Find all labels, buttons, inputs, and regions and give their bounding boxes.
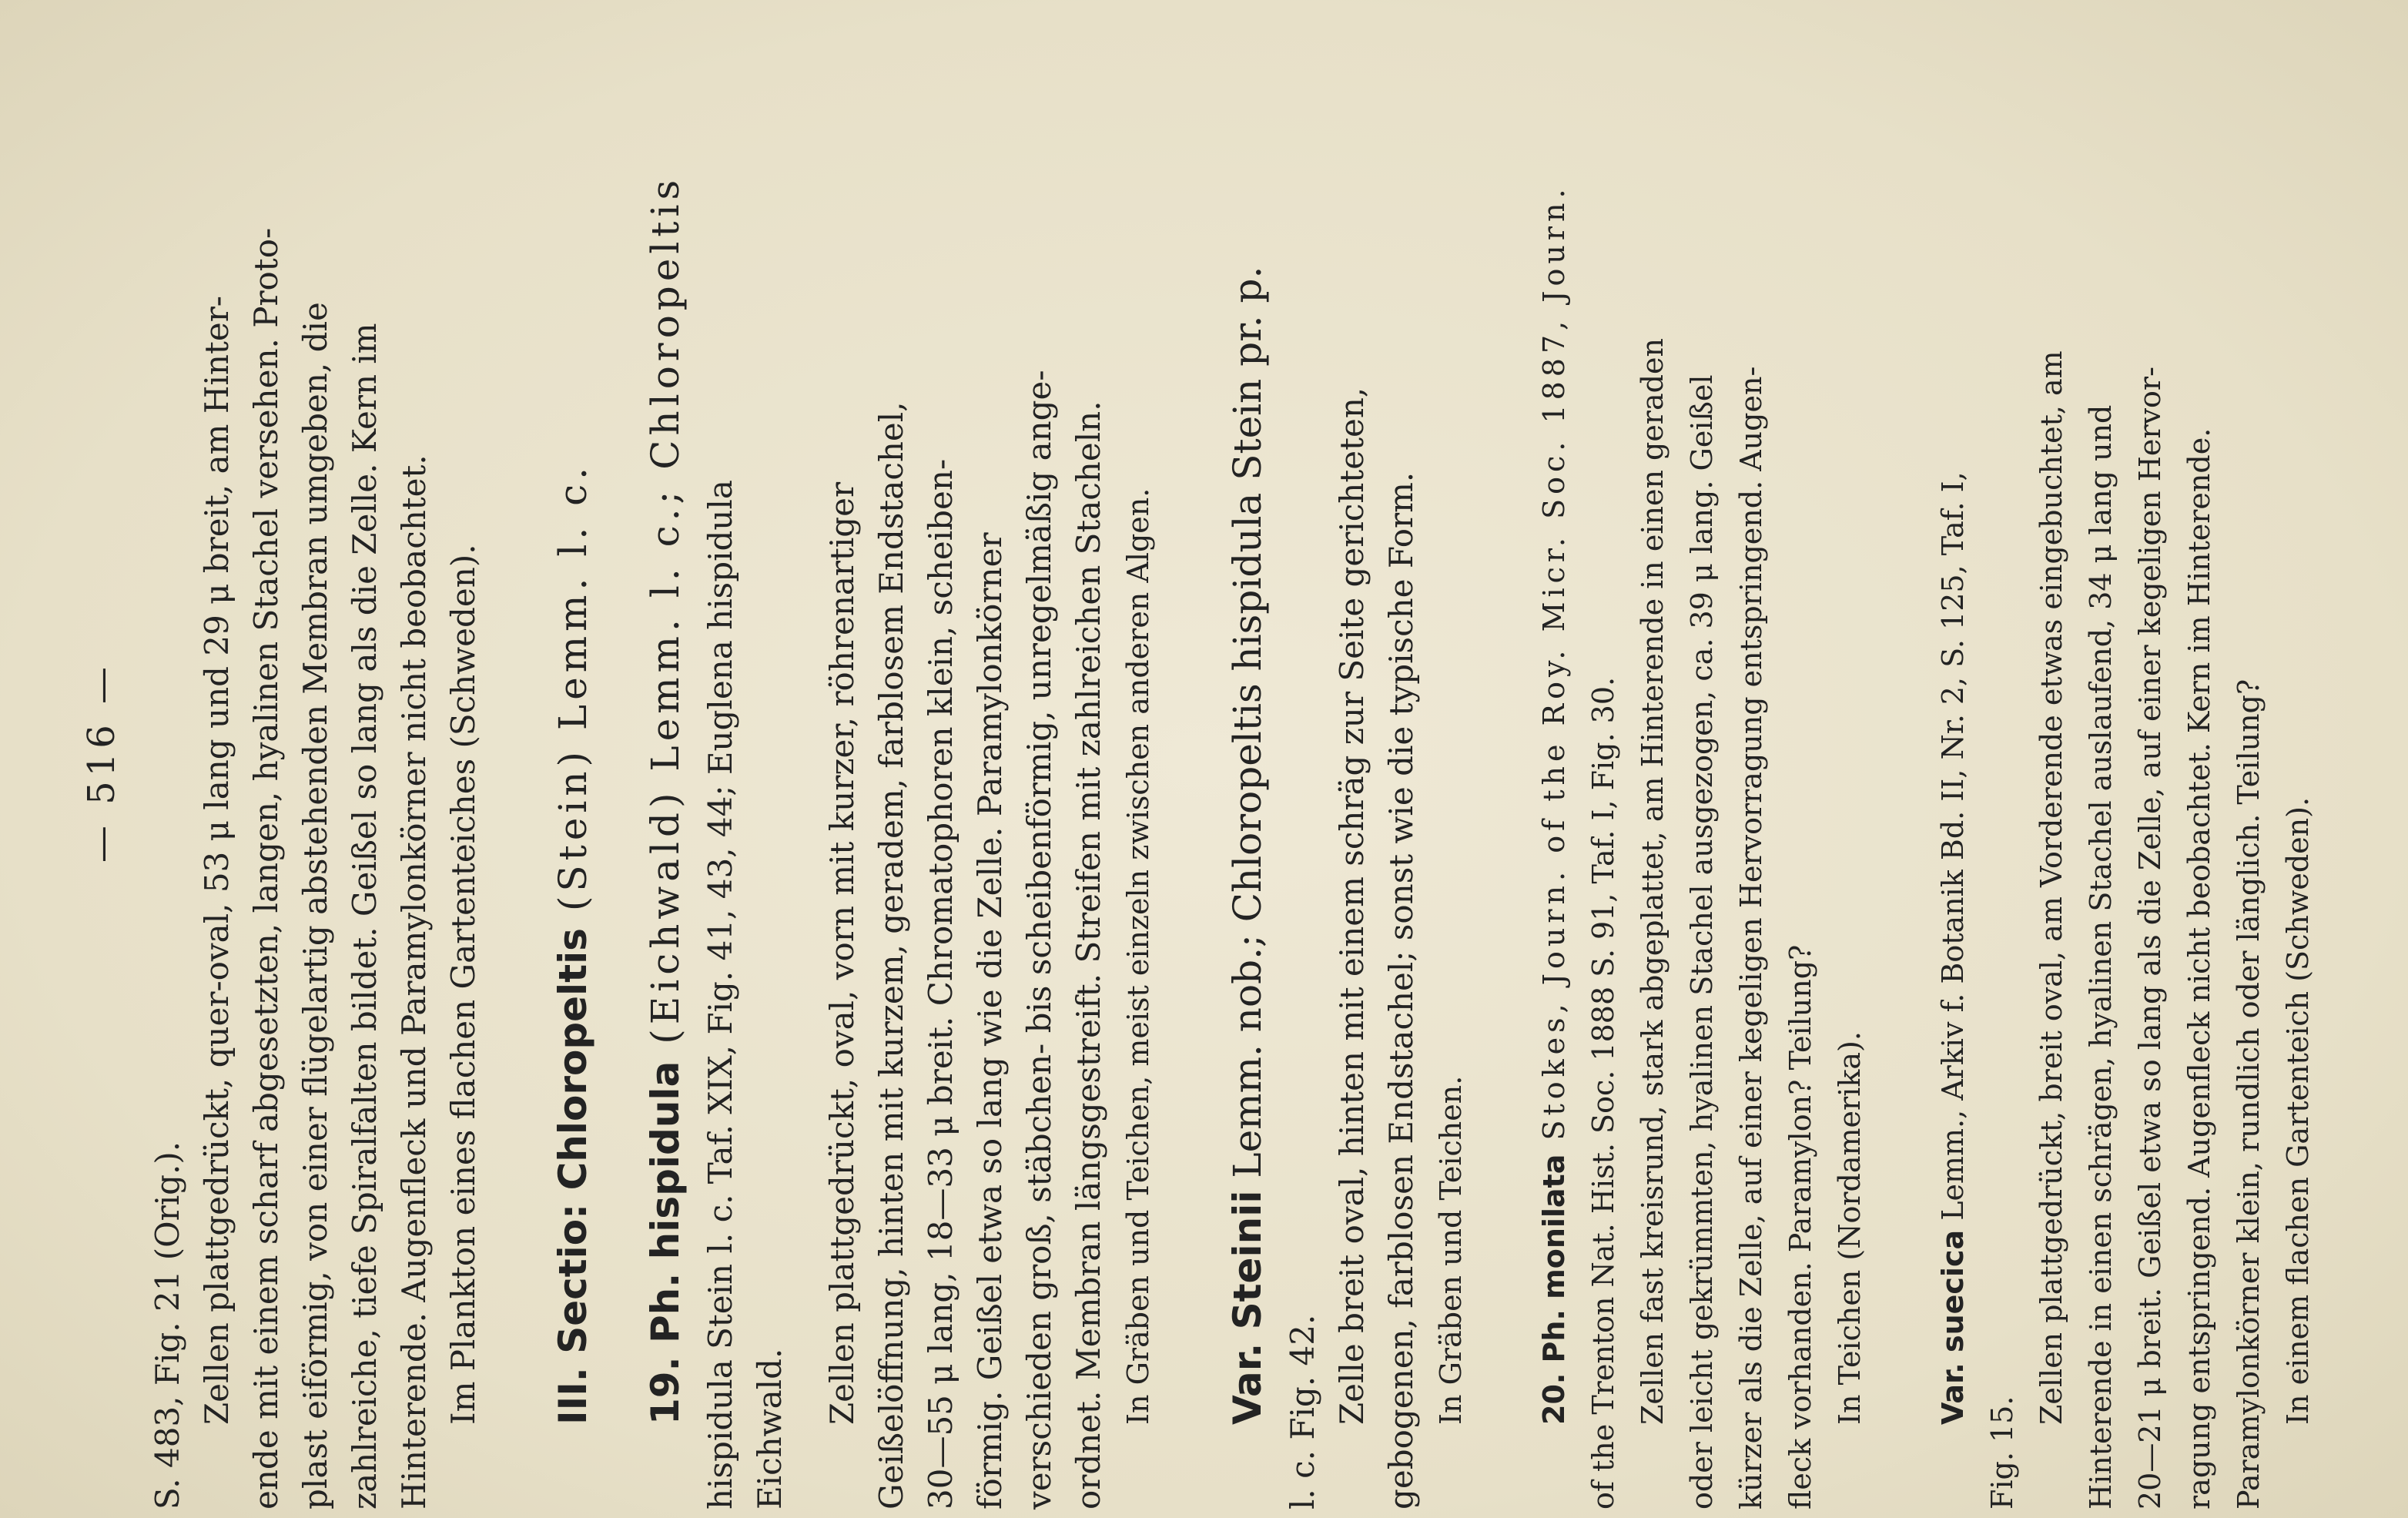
entry-20-heading (1529, 8, 1579, 1510)
variety-suecica-citation: Lemm., Arkiv f. Botanik Bd. II, Nr. 2, S. 125, Taf. I, (1936, 471, 1970, 1230)
text-line: Paramylonkörner klein, rundlich oder länglich. Teilung? (2232, 679, 2266, 1510)
rotated-text-block (77, 8, 2315, 1510)
text-line: ende mit einem scharf abgesetzten, langen, hyalinen Stachel versehen. Proto- (247, 227, 285, 1510)
entry-19-heading (635, 8, 696, 1510)
entry-20-citation: Stokes, Journ. of the Roy. Micr. Soc. 1887, Journ. (1537, 184, 1571, 1154)
text-line: plast eiförmig, von einer flügelartig abstehenden Membran umgeben, die (296, 302, 334, 1510)
text-line: In Gräben und Teichen. (1434, 1075, 1468, 1425)
text-line: Eichwald. (751, 1348, 789, 1510)
entry-20-name: 20. Ph. monilata (1537, 1154, 1571, 1425)
section-heading-rest: (Stein) Lemm. l. c. (551, 462, 595, 928)
text-line: Im Plankton eines flachen Gartenteiches (Schweden). (444, 544, 482, 1425)
text-line: 20—21 μ breit. Geißel etwa so lang als die Zelle, auf einer kegeligen Hervor- (2133, 367, 2167, 1510)
text-line: Fig. 15. (1985, 1396, 2019, 1510)
text-line: zahlreiche, tiefe Spiralfalten bildet. Geißel so lang als die Zelle. Kern im (346, 323, 383, 1510)
variety-suecica-heading (1928, 8, 1978, 1510)
text-line: gebogenen, farblosen Endstachel; sonst wie die typische Form. (1382, 471, 1420, 1510)
text-line: In Gräben und Teichen, meist einzeln zwischen anderen Algen. (1121, 488, 1155, 1425)
text-line: verschieden groß, stäbchen- bis scheibenförmig, unregelmäßig ange- (1020, 370, 1058, 1510)
text-line: ordnet. Membran längsgestreift. Streifen mit zahlreichen Stacheln. (1070, 400, 1107, 1510)
text-line: Zelle breit oval, hinten mit einem schräg zur Seite gerichteten, (1333, 387, 1371, 1425)
text-line: 30—55 μ lang, 18—33 μ breit. Chromatophoren klein, scheiben- (922, 458, 960, 1510)
variety-steinii-citation: Lemm. nob.; Chloropeltis hispidula Stein pr. p. (1225, 266, 1270, 1191)
entry-19-name: 19. Ph. hispidula (643, 1061, 688, 1425)
text-line: Zellen fast kreisrund, stark abgeplattet, am Hinterende in einen geraden (1636, 338, 1670, 1425)
text-line: Geißelöffnung, hinten mit kurzem, geradem, farblosem Endstachel, (872, 401, 910, 1510)
section-heading-bold: III. Sectio: Chloropeltis (551, 928, 595, 1425)
variety-steinii-heading (1217, 8, 1278, 1510)
text-line: Hinterende in einen schrägen, hyalinen Stachel auslaufend, 34 μ lang und (2084, 404, 2118, 1510)
text-line: oder leicht gekrümmten, hyalinen Stachel ausgezogen, ca. 39 μ lang. Geißel (1685, 374, 1719, 1510)
text-line: l. c. Fig. 42. (1284, 1314, 1321, 1510)
text-line: kürzer als die Zelle, auf einer kegeligen Hervorragung entspringend. Augen- (1734, 366, 1768, 1510)
text-line: ragung entspringend. Augenfleck nicht beobachtet. Kern im Hinterende. (2182, 427, 2216, 1510)
page-number: — 516 — (80, 662, 123, 863)
section-heading (542, 8, 604, 1510)
text-line: Zellen plattgedrückt, oval, vorn mit kurzer, röhrenartiger (823, 481, 861, 1425)
text-line: of the Trenton Nat. Hist. Soc. 1888 S. 91, Taf. I, Fig. 30. (1586, 676, 1620, 1510)
variety-suecica-name: Var. suecica (1936, 1229, 1970, 1425)
text-line: förmig. Geißel etwa so lang wie die Zelle. Paramylonkörner (971, 532, 1009, 1510)
text-line: S. 483, Fig. 21 (Orig.). (149, 1141, 186, 1510)
text-line: Zellen plattgedrückt, quer-oval, 53 μ lang und 29 μ breit, am Hinter- (198, 296, 236, 1425)
variety-steinii-name: Var. Steinii (1225, 1190, 1270, 1425)
text-line: hispidula Stein l. c. Taf. XIX, Fig. 41, 43, 44; Euglena hispidula (702, 480, 739, 1510)
text-line: Hinterende. Augenfleck und Paramylonkörner nicht beobachtet. (395, 454, 433, 1510)
text-line: fleck vorhanden. Paramylon? Teilung? (1783, 944, 1817, 1510)
text-line: In einem flachen Gartenteich (Schweden). (2281, 796, 2315, 1425)
entry-19-citation: (Eichwald) Lemm. l. c.; Chloropeltis (643, 175, 688, 1061)
text-line: In Teichen (Nordamerika). (1833, 1031, 1867, 1425)
text-line: Zellen plattgedrückt, breit oval, am Vorderende etwas eingebuchtet, am (2035, 350, 2068, 1425)
